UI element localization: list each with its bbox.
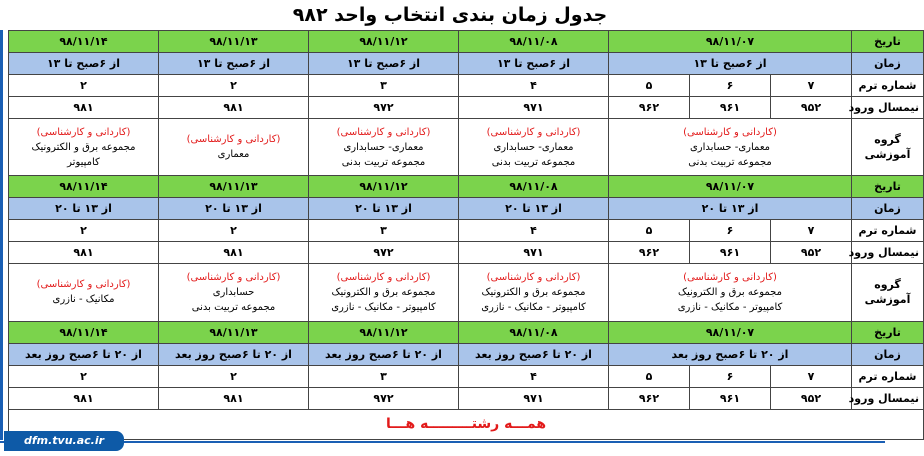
entry-cell: ۹۶۲ — [609, 387, 690, 409]
group-field-line: کامپیوتر - مکانیک - نازری — [481, 301, 586, 313]
entry-cell: ۹۸۱ — [9, 96, 159, 118]
term-label: شماره ترم — [852, 74, 924, 96]
time-cell: از ۱۳ تا ۲۰ — [159, 198, 309, 220]
term-cell: ۵ — [609, 220, 690, 242]
time-cell: از ۱۳ تا ۲۰ — [609, 198, 852, 220]
group-degree-heading: (کاردانی و کارشناسی) — [486, 126, 581, 138]
group-cell — [459, 118, 609, 176]
term-row — [9, 220, 924, 242]
group-field-line: معماری- حسابداری — [493, 141, 574, 153]
term-label: شماره ترم — [852, 365, 924, 387]
entry-cell: ۹۵۲ — [771, 387, 852, 409]
group-degree-heading: (کاردانی و کارشناسی) — [186, 134, 281, 146]
group-cell — [309, 118, 459, 176]
term-cell: ۷ — [771, 365, 852, 387]
date-label: تاریخ — [852, 176, 924, 198]
entry-cell: ۹۶۱ — [690, 387, 771, 409]
group-degree-heading: (کاردانی و کارشناسی) — [36, 126, 131, 138]
date-cell: ۹۸/۱۱/۱۳ — [159, 31, 309, 53]
group-field-line: مجموعه تربیت بدنی — [688, 156, 772, 168]
term-cell: ۳ — [309, 220, 459, 242]
date-cell: ۹۸/۱۱/۱۲ — [309, 31, 459, 53]
date-cell: ۹۸/۱۱/۱۲ — [309, 176, 459, 198]
entry-row — [9, 387, 924, 409]
group-cell — [9, 118, 159, 176]
entry-cell: ۹۸۱ — [9, 242, 159, 264]
entry-row — [9, 242, 924, 264]
entry-cell: ۹۶۱ — [690, 242, 771, 264]
term-cell: ۵ — [609, 74, 690, 96]
term-cell: ۲ — [159, 220, 309, 242]
term-cell: ۴ — [459, 74, 609, 96]
group-field-line: معماری- حسابداری — [343, 141, 424, 153]
term-cell: ۷ — [771, 220, 852, 242]
term-cell: ۶ — [690, 220, 771, 242]
entry-row — [9, 96, 924, 118]
date-label: تاریخ — [852, 31, 924, 53]
time-row — [9, 52, 924, 74]
term-cell: ۶ — [690, 74, 771, 96]
term-row — [9, 74, 924, 96]
time-cell: از ۱۳ تا ۲۰ — [9, 198, 159, 220]
group-row — [9, 118, 924, 176]
time-cell: از ۲۰ تا ۶صبح روز بعد — [9, 343, 159, 365]
time-cell: از ۲۰ تا ۶صبح روز بعد — [309, 343, 459, 365]
date-cell: ۹۸/۱۱/۱۴ — [9, 31, 159, 53]
entry-cell: ۹۷۲ — [309, 96, 459, 118]
group-cell — [459, 264, 609, 322]
time-label: زمان — [852, 52, 924, 74]
term-cell: ۴ — [459, 220, 609, 242]
time-label: زمان — [852, 198, 924, 220]
date-cell: ۹۸/۱۱/۰۷ — [609, 176, 852, 198]
group-degree-heading: (کاردانی و کارشناسی) — [336, 271, 431, 283]
term-cell: ۶ — [690, 365, 771, 387]
group-degree-heading: (کاردانی و کارشناسی) — [36, 279, 131, 291]
term-cell: ۲ — [159, 74, 309, 96]
group-field-line: مجموعه برق و الکترونیک — [481, 286, 586, 298]
date-cell: ۹۸/۱۱/۰۷ — [609, 321, 852, 343]
group-field-line: مجموعه برق و الکترونیک — [31, 141, 136, 153]
group-field-line: مجموعه تربیت بدنی — [341, 156, 426, 168]
schedule-table — [8, 30, 924, 440]
time-row — [9, 198, 924, 220]
date-cell: ۹۸/۱۱/۰۸ — [459, 176, 609, 198]
time-cell: از ۶صبح تا ۱۳ — [309, 52, 459, 74]
group-degree-heading: (کاردانی و کارشناسی) — [486, 271, 581, 283]
group-cell — [609, 264, 852, 322]
date-cell: ۹۸/۱۱/۱۴ — [9, 321, 159, 343]
all-fields-cell — [9, 409, 924, 440]
bottom-border-stripe — [0, 441, 885, 443]
date-cell: ۹۸/۱۱/۱۳ — [159, 176, 309, 198]
entry-cell: ۹۶۲ — [609, 96, 690, 118]
term-row — [9, 365, 924, 387]
time-cell: از ۲۰ تا ۶صبح روز بعد — [459, 343, 609, 365]
all-fields-row — [9, 409, 924, 440]
date-row — [9, 31, 924, 53]
group-field-line: کامپیوتر — [67, 156, 100, 168]
group-row — [9, 264, 924, 322]
entry-cell: ۹۷۲ — [309, 387, 459, 409]
term-label: شماره ترم — [852, 220, 924, 242]
group-field-line: حسابداری — [212, 286, 255, 298]
time-cell: از ۶صبح تا ۱۳ — [459, 52, 609, 74]
all-fields-text: همـــه رشتـــــــــه هـــا — [385, 416, 547, 433]
left-border-stripe — [0, 30, 3, 440]
group-cell — [159, 118, 309, 176]
group-degree-heading: (کاردانی و کارشناسی) — [683, 271, 777, 283]
site-url-badge: dfm.tvu.ac.ir — [4, 431, 124, 451]
entry-label: نیمسال ورود — [852, 387, 924, 409]
entry-cell: ۹۷۱ — [459, 387, 609, 409]
entry-cell: ۹۶۲ — [609, 242, 690, 264]
group-field-line: کامپیوتر - مکانیک - نازری — [331, 301, 436, 313]
entry-label: نیمسال ورود — [852, 96, 924, 118]
entry-cell: ۹۷۱ — [459, 242, 609, 264]
group-degree-heading: (کاردانی و کارشناسی) — [336, 126, 431, 138]
date-label: تاریخ — [852, 321, 924, 343]
group-label: گروه آموزشی — [852, 264, 924, 322]
group-cell — [609, 118, 852, 176]
entry-cell: ۹۶۱ — [690, 96, 771, 118]
group-field-line: کامپیوتر - مکانیک - نازری — [677, 301, 783, 313]
term-cell: ۳ — [309, 365, 459, 387]
time-cell: از ۱۳ تا ۲۰ — [459, 198, 609, 220]
term-cell: ۲ — [9, 220, 159, 242]
term-cell: ۲ — [9, 365, 159, 387]
entry-cell: ۹۵۲ — [771, 96, 852, 118]
term-cell: ۳ — [309, 74, 459, 96]
group-cell — [159, 264, 309, 322]
group-field-line: مجموعه برق و الکترونیک — [678, 286, 782, 298]
group-field-line: مجموعه تربیت بدنی — [191, 301, 276, 313]
time-cell: از ۶صبح تا ۱۳ — [159, 52, 309, 74]
term-cell: ۷ — [771, 74, 852, 96]
time-cell: از ۲۰ تا ۶صبح روز بعد — [609, 343, 852, 365]
term-cell: ۲ — [9, 74, 159, 96]
date-cell: ۹۸/۱۱/۱۳ — [159, 321, 309, 343]
entry-label: نیمسال ورود — [852, 242, 924, 264]
entry-cell: ۹۸۱ — [159, 96, 309, 118]
group-field-line: معماری- حسابداری — [689, 141, 771, 153]
date-cell: ۹۸/۱۱/۱۲ — [309, 321, 459, 343]
entry-cell: ۹۸۱ — [159, 387, 309, 409]
time-label: زمان — [852, 343, 924, 365]
time-cell: از ۶صبح تا ۱۳ — [9, 52, 159, 74]
group-field-line: مجموعه تربیت بدنی — [491, 156, 576, 168]
time-cell: از ۱۳ تا ۲۰ — [309, 198, 459, 220]
date-cell: ۹۸/۱۱/۰۸ — [459, 31, 609, 53]
page-title: جدول زمان بندی انتخاب واحد ۹۸۲ — [292, 4, 608, 26]
time-cell: از ۶صبح تا ۱۳ — [609, 52, 852, 74]
group-field-line: مکانیک - نازری — [52, 294, 115, 306]
group-cell — [9, 264, 159, 322]
term-cell: ۲ — [159, 365, 309, 387]
date-row — [9, 321, 924, 343]
date-cell: ۹۸/۱۱/۱۴ — [9, 176, 159, 198]
group-label: گروه آموزشی — [852, 118, 924, 176]
group-field-line: معماری — [217, 149, 250, 161]
date-cell: ۹۸/۱۱/۰۸ — [459, 321, 609, 343]
entry-cell: ۹۷۱ — [459, 96, 609, 118]
entry-cell: ۹۸۱ — [9, 387, 159, 409]
entry-cell: ۹۷۲ — [309, 242, 459, 264]
entry-cell: ۹۸۱ — [159, 242, 309, 264]
group-degree-heading: (کاردانی و کارشناسی) — [186, 271, 281, 283]
date-cell: ۹۸/۱۱/۰۷ — [609, 31, 852, 53]
date-row — [9, 176, 924, 198]
group-degree-heading: (کاردانی و کارشناسی) — [683, 126, 777, 138]
entry-cell: ۹۵۲ — [771, 242, 852, 264]
group-field-line: مجموعه برق و الکترونیک — [331, 286, 436, 298]
term-cell: ۴ — [459, 365, 609, 387]
term-cell: ۵ — [609, 365, 690, 387]
time-row — [9, 343, 924, 365]
group-cell — [309, 264, 459, 322]
time-cell: از ۲۰ تا ۶صبح روز بعد — [159, 343, 309, 365]
